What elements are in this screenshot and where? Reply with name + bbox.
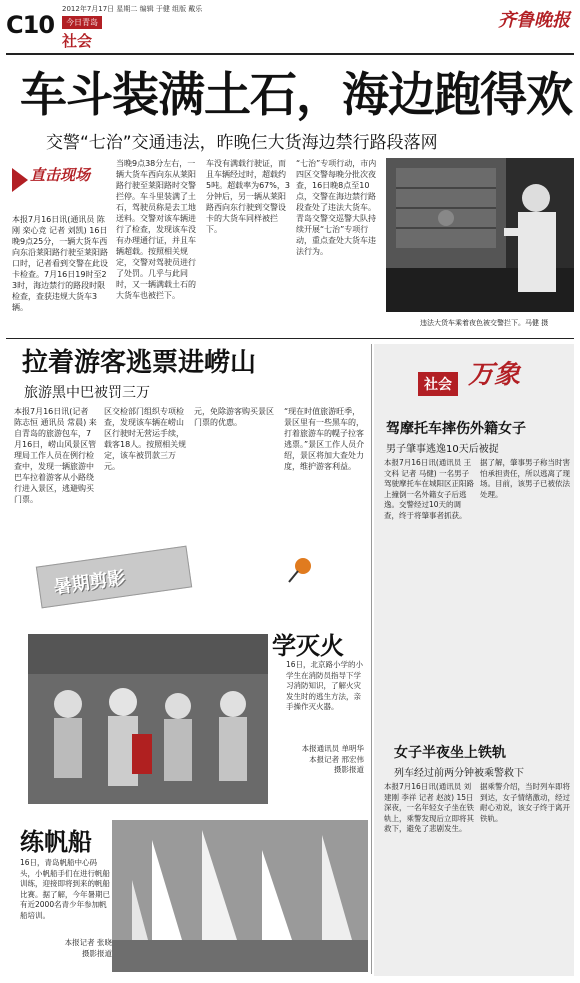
lead-headline: 车斗装满土石，海边跑得欢 <box>20 68 572 123</box>
pushpin-icon <box>285 556 315 586</box>
header-rule <box>6 53 574 55</box>
sailing-photo <box>112 820 368 972</box>
side-story1-col1: 本报7月16日讯(通讯员 王文科 记者 马健) 一名男子驾驶摩托车在城阳区正阳路上撞倒一名外籍女子后逃逸。交警经过10天的调查，终于将肇事者抓获。 <box>384 458 474 520</box>
section-divider <box>6 338 574 339</box>
tour-col3: 元，免除游客购买景区门票的优惠。 <box>194 407 274 427</box>
corner-title: 万象 <box>468 360 521 390</box>
side-story1-headline: 驾摩托车摔伤外籍女子 <box>386 421 526 437</box>
corner-badge <box>418 350 568 406</box>
lead-col2: 当晚9点38分左右，一辆大货车西向东从莱阳路行驶至莱阳路时交警拦停。车斗里装满了土石，驾驶员称是去工地送料。交警对该车辆进行了检查，发现该车没有办理通行证，并且车辆超载。按照相关规定，交警对驾驶员进行了处罚。几乎与此同时，又一辆满载土石的大货车也被拦下。 <box>116 159 196 300</box>
sailing-credit: 本报记者 张晓 摄影报道 <box>64 938 112 958</box>
newspaper-logo: 齐鲁晚报 <box>498 10 570 31</box>
lead-subhead: 交警“七治”交通违法，昨晚仨大货海边禁行路段落网 <box>46 133 438 153</box>
lead-col3: 车没有满载行驶证，而且车辆经过时，超载约5吨。超载率为67%，3分钟后，另一辆从莱阳路西向东行驶到交警设卡的大货车同样被拦下。 <box>206 159 290 234</box>
fire-drill-photo <box>28 634 268 804</box>
tour-col4: “现在时值旅游旺季，景区里有一些黑车的，打着旅游车的幌子拉客逃票。”景区工作人员介绍，景区将加大查处力度，维护游客利益。 <box>284 407 365 471</box>
lead-intro: 本报7月16日讯(通讯员 陈刚 栾心竞 记者 刘凯) 16日晚9点25分，一辆大货车西向东沿莱阳路行驶至莱阳路口时，记者看到交警在此设卡检查。7月16日19时至23时，海边禁行的路段时限检查，查获违规大货车3辆。 <box>12 215 108 312</box>
lead-photo <box>386 158 574 312</box>
fire-drill-text: 16日，北京路小学的小学生在消防员指导下学习消防知识，了解火灾发生时的逃生方法，亲手操作灭火器。 <box>286 660 364 711</box>
fire-drill-credit: 本报通讯员 单明华 本报记者 邢宏伟 摄影报道 <box>301 744 364 774</box>
page-meta: 2012年7月17日 星期二 编辑 于健 组版 戴乐 <box>62 5 203 13</box>
side-story1-subhead: 男子肇事逃逸10天后被捉 <box>386 444 499 455</box>
badge-title: 直击现场 <box>30 166 91 184</box>
badge-arrow-icon <box>12 168 28 192</box>
side-story2-subhead: 列车经过前两分钟被乘警救下 <box>394 768 524 779</box>
sailing-text: 16日，青岛帆船中心码头，小帆船手们在进行帆船训练，迎接即将到来的帆船比赛。据了解，今年暑期已有近2000名青少年参加帆船培训。 <box>20 858 110 920</box>
section-label: 今日青岛 <box>62 16 102 29</box>
page-number: C10 <box>6 11 55 39</box>
summer-banner <box>36 546 192 609</box>
tour-subhead: 旅游黑中巴被罚三万 <box>24 385 150 401</box>
side-story2-col2: 据乘警介绍，当时列车即将到达，女子情绪激动，经过耐心劝说，该女子终于离开铁轨。 <box>480 782 570 823</box>
tour-col1: 本报7月16日讯(记者 陈志恒 通讯员 常晨) 来自青岛的旅游包车，7月16日，崂山风景区管理局工作人员在例行检查中，发现一辆旅游中巴车拉着游客从小路绕行进入景区，逃避购买门票。 <box>14 407 97 504</box>
category-label: 社会 <box>62 32 93 50</box>
corner-label: 社会 <box>418 372 458 396</box>
tour-col2: 区交检部门组织专项检查，发现该车辆在崂山区行驶时无营运手续，载客18人。按照相关规定，该车被罚款三万元。 <box>104 407 187 471</box>
sailing-title: 练帆船 <box>20 828 92 856</box>
fire-drill-title: 学灭火 <box>272 632 344 660</box>
summer-banner-title: 暑期剪影 <box>52 567 127 599</box>
side-story2-col1: 本报7月16日讯(通讯员 刘建刚 李祥 记者 赵波) 15日深夜，一名年轻女子坐在铁轨上，乘警发现后立即将其救下，避免了悲剧发生。 <box>384 782 474 833</box>
live-report-badge <box>12 160 92 196</box>
column-divider <box>371 344 372 974</box>
lead-col4: “七治”专项行动，市内四区交警每晚分批次夜查，16日晚8点至10点，交警在海边禁行路段查处了违法大货车。青岛交警交巡警大队持续开展“七治”专项行动，重点查处大货车违法行为。 <box>296 159 377 256</box>
lead-photo-caption: 违法大货车乘着夜色被交警拦下。马健 摄 <box>420 319 549 327</box>
side-story2-headline: 女子半夜坐上铁轨 <box>394 745 506 761</box>
tour-headline: 拉着游客逃票进崂山 <box>22 348 257 378</box>
side-story1-col2: 据了解，肇事男子称当时害怕承担责任，所以逃离了现场。目前，该男子已被依法处理。 <box>480 458 570 499</box>
